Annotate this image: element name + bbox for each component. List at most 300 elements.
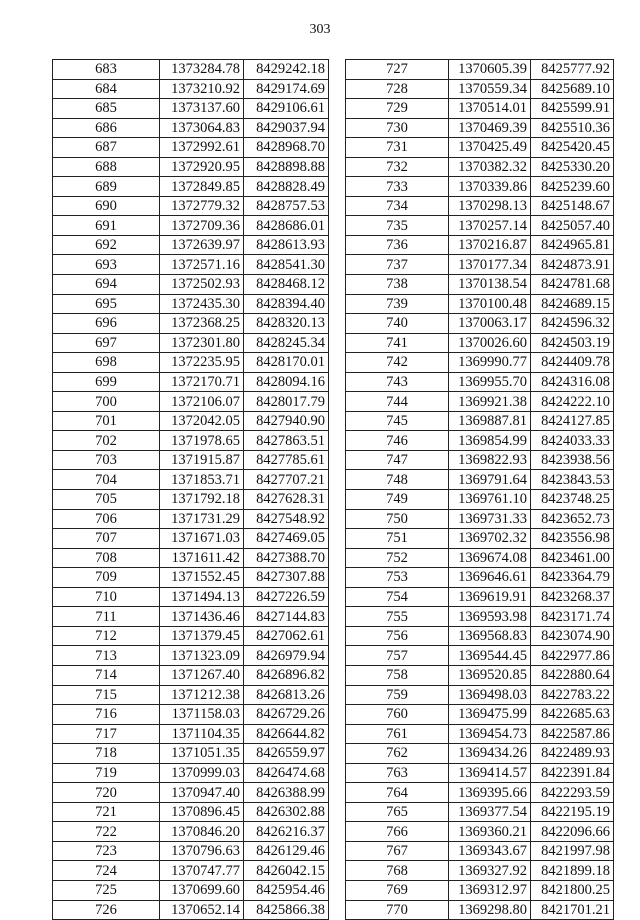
point-number: 721	[53, 802, 160, 822]
y-coordinate: 8426813.26	[244, 685, 329, 705]
point-number: 742	[346, 353, 449, 373]
x-coordinate: 1371671.03	[160, 529, 244, 549]
x-coordinate: 1371051.35	[160, 744, 244, 764]
point-number: 715	[53, 685, 160, 705]
x-coordinate: 1369544.45	[449, 646, 531, 666]
point-number: 694	[53, 275, 160, 295]
table-row	[346, 587, 614, 607]
table-row	[346, 392, 614, 412]
x-coordinate: 1372106.07	[160, 392, 244, 412]
y-coordinate: 8425510.36	[531, 118, 614, 138]
point-number: 739	[346, 294, 449, 314]
point-number: 726	[53, 900, 160, 920]
point-number: 700	[53, 392, 160, 412]
table-row	[346, 763, 614, 783]
table-row	[53, 900, 329, 920]
point-number: 750	[346, 509, 449, 529]
y-coordinate: 8424127.85	[531, 411, 614, 431]
x-coordinate: 1370514.01	[449, 99, 531, 119]
y-coordinate: 8422096.66	[531, 822, 614, 842]
table-row	[346, 235, 614, 255]
y-coordinate: 8428245.34	[244, 333, 329, 353]
x-coordinate: 1370699.60	[160, 880, 244, 900]
table-row	[53, 99, 329, 119]
y-coordinate: 8424316.08	[531, 372, 614, 392]
y-coordinate: 8429174.69	[244, 79, 329, 99]
x-coordinate: 1370177.34	[449, 255, 531, 275]
x-coordinate: 1373137.60	[160, 99, 244, 119]
point-number: 746	[346, 431, 449, 451]
y-coordinate: 8426474.68	[244, 763, 329, 783]
coordinates-table-right	[345, 59, 614, 920]
point-number: 737	[346, 255, 449, 275]
y-coordinate: 8427469.05	[244, 529, 329, 549]
x-coordinate: 1371323.09	[160, 646, 244, 666]
y-coordinate: 8425239.60	[531, 177, 614, 197]
y-coordinate: 8426729.26	[244, 705, 329, 725]
x-coordinate: 1372170.71	[160, 372, 244, 392]
point-number: 698	[53, 353, 160, 373]
point-number: 683	[53, 60, 160, 80]
x-coordinate: 1372571.16	[160, 255, 244, 275]
point-number: 729	[346, 99, 449, 119]
y-coordinate: 8428394.40	[244, 294, 329, 314]
x-coordinate: 1369395.66	[449, 783, 531, 803]
x-coordinate: 1373064.83	[160, 118, 244, 138]
page-number: 303	[309, 22, 331, 37]
table-row	[53, 411, 329, 431]
table-row	[53, 568, 329, 588]
table-row	[53, 665, 329, 685]
point-number: 714	[53, 665, 160, 685]
point-number: 720	[53, 783, 160, 803]
x-coordinate: 1371104.35	[160, 724, 244, 744]
x-coordinate: 1369854.99	[449, 431, 531, 451]
x-coordinate: 1372235.95	[160, 353, 244, 373]
point-number: 731	[346, 138, 449, 158]
point-number: 767	[346, 841, 449, 861]
table-row	[53, 607, 329, 627]
y-coordinate: 8422195.19	[531, 802, 614, 822]
y-coordinate: 8422783.22	[531, 685, 614, 705]
table-row	[53, 60, 329, 80]
table-row	[346, 685, 614, 705]
x-coordinate: 1370999.03	[160, 763, 244, 783]
y-coordinate: 8424033.33	[531, 431, 614, 451]
x-coordinate: 1371731.29	[160, 509, 244, 529]
point-number: 753	[346, 568, 449, 588]
x-coordinate: 1371978.65	[160, 431, 244, 451]
coordinates-table-left	[52, 59, 329, 920]
point-number: 756	[346, 626, 449, 646]
table-row	[53, 626, 329, 646]
y-coordinate: 8428613.93	[244, 235, 329, 255]
x-coordinate: 1370063.17	[449, 314, 531, 334]
y-coordinate: 8429242.18	[244, 60, 329, 80]
table-row	[53, 744, 329, 764]
table-row	[53, 79, 329, 99]
table-row	[346, 724, 614, 744]
y-coordinate: 8427940.90	[244, 411, 329, 431]
y-coordinate: 8427628.31	[244, 490, 329, 510]
point-number: 718	[53, 744, 160, 764]
point-number: 685	[53, 99, 160, 119]
point-number: 708	[53, 548, 160, 568]
table-row	[346, 900, 614, 920]
table-row	[346, 529, 614, 549]
point-number: 727	[346, 60, 449, 80]
point-number: 695	[53, 294, 160, 314]
point-number: 754	[346, 587, 449, 607]
x-coordinate: 1369360.21	[449, 822, 531, 842]
y-coordinate: 8424222.10	[531, 392, 614, 412]
x-coordinate: 1372779.32	[160, 196, 244, 216]
x-coordinate: 1370298.13	[449, 196, 531, 216]
point-number: 712	[53, 626, 160, 646]
x-coordinate: 1372502.93	[160, 275, 244, 295]
x-coordinate: 1371552.45	[160, 568, 244, 588]
y-coordinate: 8421800.25	[531, 880, 614, 900]
table-row	[53, 705, 329, 725]
table-row	[346, 450, 614, 470]
x-coordinate: 1370100.48	[449, 294, 531, 314]
table-row	[346, 216, 614, 236]
table-row	[53, 880, 329, 900]
x-coordinate: 1370382.32	[449, 157, 531, 177]
x-coordinate: 1370652.14	[160, 900, 244, 920]
point-number: 719	[53, 763, 160, 783]
table-row	[346, 196, 614, 216]
y-coordinate: 8424503.19	[531, 333, 614, 353]
x-coordinate: 1370559.34	[449, 79, 531, 99]
point-number: 696	[53, 314, 160, 334]
point-number: 734	[346, 196, 449, 216]
point-number: 692	[53, 235, 160, 255]
table-row	[53, 509, 329, 529]
table-row	[53, 529, 329, 549]
table-row	[53, 450, 329, 470]
point-number: 749	[346, 490, 449, 510]
table-row	[346, 744, 614, 764]
point-number: 691	[53, 216, 160, 236]
x-coordinate: 1369731.33	[449, 509, 531, 529]
table-row	[53, 822, 329, 842]
table-row	[346, 705, 614, 725]
point-number: 770	[346, 900, 449, 920]
point-number: 769	[346, 880, 449, 900]
y-coordinate: 8427388.70	[244, 548, 329, 568]
x-coordinate: 1370846.20	[160, 822, 244, 842]
y-coordinate: 8428757.53	[244, 196, 329, 216]
x-coordinate: 1370796.63	[160, 841, 244, 861]
y-coordinate: 8427144.83	[244, 607, 329, 627]
x-coordinate: 1371267.40	[160, 665, 244, 685]
point-number: 704	[53, 470, 160, 490]
table-row	[53, 216, 329, 236]
x-coordinate: 1371611.42	[160, 548, 244, 568]
y-coordinate: 8428898.88	[244, 157, 329, 177]
y-coordinate: 8422391.84	[531, 763, 614, 783]
table-row	[53, 685, 329, 705]
point-number: 735	[346, 216, 449, 236]
table-row	[346, 60, 614, 80]
table-row	[346, 431, 614, 451]
table-row	[53, 138, 329, 158]
x-coordinate: 1370425.49	[449, 138, 531, 158]
point-number: 759	[346, 685, 449, 705]
y-coordinate: 8422685.63	[531, 705, 614, 725]
table-row	[346, 880, 614, 900]
table-row	[53, 177, 329, 197]
y-coordinate: 8423268.37	[531, 587, 614, 607]
x-coordinate: 1369454.73	[449, 724, 531, 744]
point-number: 690	[53, 196, 160, 216]
y-coordinate: 8424409.78	[531, 353, 614, 373]
y-coordinate: 8424689.15	[531, 294, 614, 314]
table-row	[346, 861, 614, 881]
point-number: 701	[53, 411, 160, 431]
x-coordinate: 1369312.97	[449, 880, 531, 900]
y-coordinate: 8425954.46	[244, 880, 329, 900]
x-coordinate: 1369955.70	[449, 372, 531, 392]
table-row	[346, 646, 614, 666]
y-coordinate: 8429037.94	[244, 118, 329, 138]
point-number: 716	[53, 705, 160, 725]
point-number: 730	[346, 118, 449, 138]
point-number: 705	[53, 490, 160, 510]
table-row	[53, 490, 329, 510]
table-row	[346, 822, 614, 842]
x-coordinate: 1369298.80	[449, 900, 531, 920]
table-row	[346, 157, 614, 177]
point-number: 762	[346, 744, 449, 764]
y-coordinate: 8423843.53	[531, 470, 614, 490]
point-number: 755	[346, 607, 449, 627]
y-coordinate: 8427707.21	[244, 470, 329, 490]
table-row	[346, 548, 614, 568]
table-row	[346, 372, 614, 392]
y-coordinate: 8425420.45	[531, 138, 614, 158]
point-number: 744	[346, 392, 449, 412]
y-coordinate: 8427548.92	[244, 509, 329, 529]
table-row	[346, 509, 614, 529]
table-row	[53, 372, 329, 392]
table-row	[53, 353, 329, 373]
x-coordinate: 1372042.05	[160, 411, 244, 431]
x-coordinate: 1372992.61	[160, 138, 244, 158]
table-row	[53, 763, 329, 783]
table-row	[346, 255, 614, 275]
y-coordinate: 8423171.74	[531, 607, 614, 627]
point-number: 724	[53, 861, 160, 881]
point-number: 766	[346, 822, 449, 842]
point-number: 740	[346, 314, 449, 334]
y-coordinate: 8427226.59	[244, 587, 329, 607]
point-number: 706	[53, 509, 160, 529]
point-number: 725	[53, 880, 160, 900]
y-coordinate: 8428828.49	[244, 177, 329, 197]
table-row	[346, 333, 614, 353]
table-row	[346, 607, 614, 627]
point-number: 743	[346, 372, 449, 392]
point-number: 709	[53, 568, 160, 588]
y-coordinate: 8427785.61	[244, 450, 329, 470]
x-coordinate: 1371379.45	[160, 626, 244, 646]
table-row	[53, 333, 329, 353]
table-row	[53, 431, 329, 451]
y-coordinate: 8424873.91	[531, 255, 614, 275]
x-coordinate: 1369377.54	[449, 802, 531, 822]
y-coordinate: 8428468.12	[244, 275, 329, 295]
x-coordinate: 1370257.14	[449, 216, 531, 236]
point-number: 758	[346, 665, 449, 685]
point-number: 717	[53, 724, 160, 744]
x-coordinate: 1371853.71	[160, 470, 244, 490]
x-coordinate: 1372301.80	[160, 333, 244, 353]
x-coordinate: 1369702.32	[449, 529, 531, 549]
table-row	[53, 861, 329, 881]
point-number: 702	[53, 431, 160, 451]
x-coordinate: 1369414.57	[449, 763, 531, 783]
y-coordinate: 8423652.73	[531, 509, 614, 529]
table-row	[53, 724, 329, 744]
y-coordinate: 8422587.86	[531, 724, 614, 744]
point-number: 703	[53, 450, 160, 470]
y-coordinate: 8425330.20	[531, 157, 614, 177]
table-row	[346, 470, 614, 490]
table-row	[346, 626, 614, 646]
point-number: 760	[346, 705, 449, 725]
table-row	[346, 138, 614, 158]
x-coordinate: 1372435.30	[160, 294, 244, 314]
x-coordinate: 1370469.39	[449, 118, 531, 138]
point-number: 707	[53, 529, 160, 549]
y-coordinate: 8424781.68	[531, 275, 614, 295]
x-coordinate: 1369822.93	[449, 450, 531, 470]
x-coordinate: 1369990.77	[449, 353, 531, 373]
y-coordinate: 8428686.01	[244, 216, 329, 236]
point-number: 741	[346, 333, 449, 353]
table-row	[346, 79, 614, 99]
point-number: 722	[53, 822, 160, 842]
table-row	[53, 802, 329, 822]
table-row	[346, 177, 614, 197]
y-coordinate: 8429106.61	[244, 99, 329, 119]
point-number: 697	[53, 333, 160, 353]
point-number: 689	[53, 177, 160, 197]
point-number: 768	[346, 861, 449, 881]
y-coordinate: 8425148.67	[531, 196, 614, 216]
table-row	[346, 783, 614, 803]
table-row	[53, 841, 329, 861]
table-row	[53, 392, 329, 412]
table-row	[346, 841, 614, 861]
y-coordinate: 8422880.64	[531, 665, 614, 685]
x-coordinate: 1370947.40	[160, 783, 244, 803]
point-number: 713	[53, 646, 160, 666]
table-row	[53, 157, 329, 177]
y-coordinate: 8426644.82	[244, 724, 329, 744]
table-row	[346, 802, 614, 822]
table-row	[53, 255, 329, 275]
x-coordinate: 1371792.18	[160, 490, 244, 510]
y-coordinate: 8428320.13	[244, 314, 329, 334]
x-coordinate: 1369619.91	[449, 587, 531, 607]
x-coordinate: 1369434.26	[449, 744, 531, 764]
point-number: 699	[53, 372, 160, 392]
table-row	[346, 118, 614, 138]
y-coordinate: 8428541.30	[244, 255, 329, 275]
y-coordinate: 8422977.86	[531, 646, 614, 666]
table-row	[346, 294, 614, 314]
y-coordinate: 8423556.98	[531, 529, 614, 549]
point-number: 748	[346, 470, 449, 490]
y-coordinate: 8426896.82	[244, 665, 329, 685]
point-number: 687	[53, 138, 160, 158]
y-coordinate: 8426129.46	[244, 841, 329, 861]
table-row	[53, 196, 329, 216]
table-row	[53, 587, 329, 607]
x-coordinate: 1373210.92	[160, 79, 244, 99]
y-coordinate: 8425599.91	[531, 99, 614, 119]
table-row	[53, 646, 329, 666]
x-coordinate: 1369887.81	[449, 411, 531, 431]
y-coordinate: 8421701.21	[531, 900, 614, 920]
table-row	[53, 294, 329, 314]
y-coordinate: 8421899.18	[531, 861, 614, 881]
point-number: 732	[346, 157, 449, 177]
y-coordinate: 8428017.79	[244, 392, 329, 412]
table-row	[346, 314, 614, 334]
x-coordinate: 1370605.39	[449, 60, 531, 80]
point-number: 752	[346, 548, 449, 568]
y-coordinate: 8423074.90	[531, 626, 614, 646]
point-number: 763	[346, 763, 449, 783]
point-number: 761	[346, 724, 449, 744]
y-coordinate: 8426559.97	[244, 744, 329, 764]
x-coordinate: 1372639.97	[160, 235, 244, 255]
x-coordinate: 1369593.98	[449, 607, 531, 627]
point-number: 765	[346, 802, 449, 822]
y-coordinate: 8425689.10	[531, 79, 614, 99]
y-coordinate: 8425777.92	[531, 60, 614, 80]
y-coordinate: 8421997.98	[531, 841, 614, 861]
table-row	[346, 99, 614, 119]
x-coordinate: 1369568.83	[449, 626, 531, 646]
y-coordinate: 8423748.25	[531, 490, 614, 510]
x-coordinate: 1369475.99	[449, 705, 531, 725]
y-coordinate: 8425057.40	[531, 216, 614, 236]
x-coordinate: 1369498.03	[449, 685, 531, 705]
y-coordinate: 8426979.94	[244, 646, 329, 666]
y-coordinate: 8426388.99	[244, 783, 329, 803]
y-coordinate: 8427863.51	[244, 431, 329, 451]
x-coordinate: 1371212.38	[160, 685, 244, 705]
table-row	[346, 411, 614, 431]
y-coordinate: 8423461.00	[531, 548, 614, 568]
y-coordinate: 8425866.38	[244, 900, 329, 920]
x-coordinate: 1369674.08	[449, 548, 531, 568]
x-coordinate: 1370138.54	[449, 275, 531, 295]
x-coordinate: 1369646.61	[449, 568, 531, 588]
point-number: 723	[53, 841, 160, 861]
x-coordinate: 1369921.38	[449, 392, 531, 412]
point-number: 693	[53, 255, 160, 275]
x-coordinate: 1371436.46	[160, 607, 244, 627]
point-number: 733	[346, 177, 449, 197]
y-coordinate: 8426302.88	[244, 802, 329, 822]
y-coordinate: 8424965.81	[531, 235, 614, 255]
